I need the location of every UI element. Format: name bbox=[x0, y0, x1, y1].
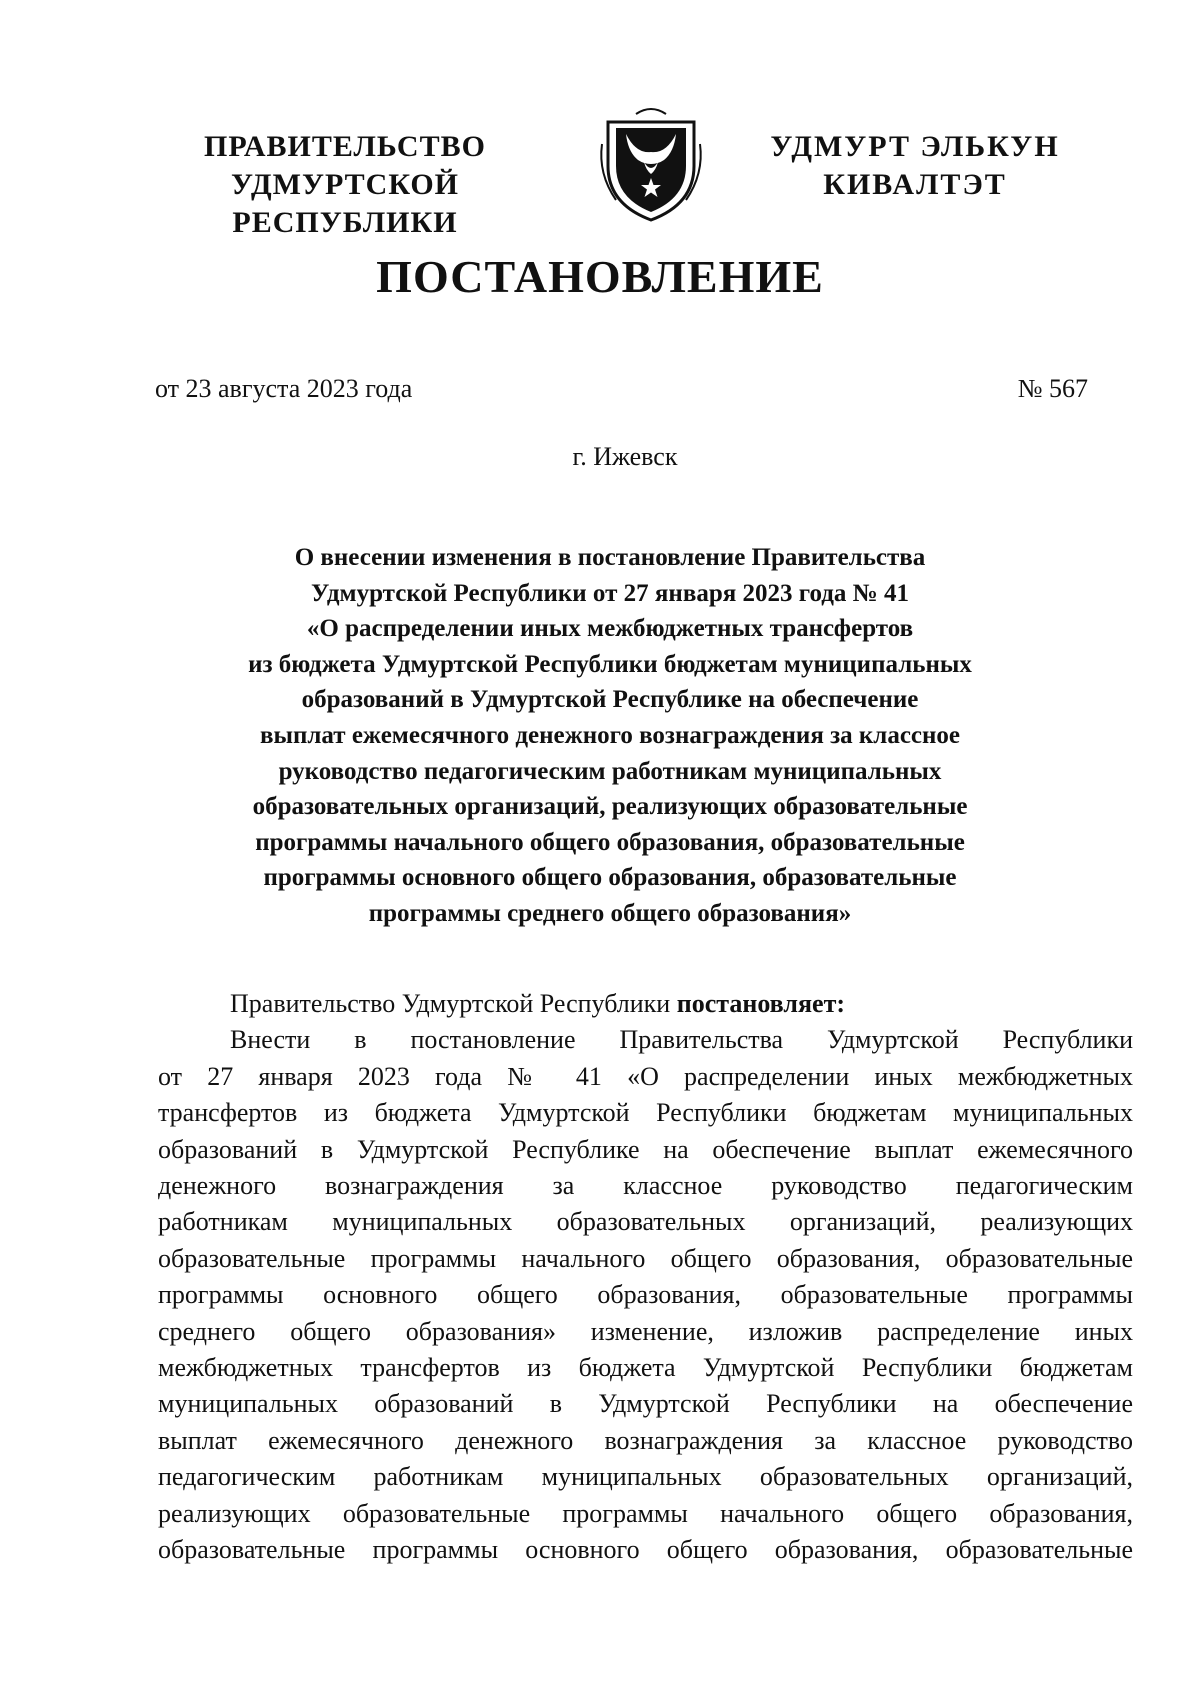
title-line: руководство педагогическим работникам муниципальных bbox=[278, 757, 942, 785]
issuer-udmurt-line-2: КИВАЛТЭТ bbox=[823, 168, 1007, 201]
intro-resolves: постановляет: bbox=[676, 989, 845, 1018]
document-type-heading: ПОСТАНОВЛЕНИЕ bbox=[376, 251, 824, 302]
issuer-name-russian bbox=[120, 128, 570, 242]
body-line: выплат ежемесячного денежного вознаграждения за классное руководство bbox=[158, 1425, 1133, 1455]
title-line: образований в Удмуртской Республике на обеспечение bbox=[301, 686, 919, 714]
body-line: среднего общего образования» изменение, изложив распределение иных bbox=[158, 1316, 1133, 1346]
body-line: образований в Удмуртской Республике на обеспечение выплат ежемесячного bbox=[158, 1134, 1133, 1164]
body-line: денежного вознаграждения за классное руководство педагогическим bbox=[158, 1171, 1133, 1201]
title-line: программы среднего общего образования» bbox=[368, 899, 852, 927]
document-title bbox=[180, 540, 1040, 932]
body-line: межбюджетных трансфертов из бюджета Удмуртской Республики бюджетам bbox=[158, 1353, 1133, 1383]
body-line: от 27 января 2023 года № 41 «О распределении иных межбюджетных bbox=[158, 1061, 1133, 1091]
body-line: образовательные программы начального общего образования, образовательные bbox=[158, 1243, 1133, 1273]
body-line: муниципальных образований в Удмуртской Республики на обеспечение bbox=[158, 1389, 1133, 1419]
resolution-intro bbox=[158, 986, 1133, 1022]
document-body bbox=[158, 986, 1133, 1569]
title-line: программы основного общего образования, образовательные bbox=[263, 864, 957, 892]
title-line: образовательных организаций, реализующих образовательные bbox=[252, 793, 968, 821]
issuer-udmurt-line-1: УДМУРТ ЭЛЬКУН bbox=[770, 130, 1060, 163]
body-line: работникам муниципальных образовательных организаций, реализующих bbox=[158, 1207, 1133, 1237]
title-line: «О распределении иных межбюджетных трансфертов bbox=[306, 615, 914, 643]
document-city: г. Ижевск bbox=[572, 442, 678, 471]
body-line: программы основного общего образования, образовательные программы bbox=[158, 1280, 1133, 1310]
body-line: Внести в постановление Правительства Удмуртской Республики bbox=[230, 1025, 1133, 1055]
title-line: из бюджета Удмуртской Республики бюджетам муниципальных bbox=[248, 650, 972, 678]
body-line: педагогическим работникам муниципальных образовательных организаций, bbox=[158, 1462, 1133, 1492]
udmurt-coat-of-arms-icon bbox=[596, 104, 706, 224]
title-line: Удмуртской Республики от 27 января 2023 года № 41 bbox=[310, 579, 910, 607]
title-line: программы начального общего образования, образовательные bbox=[255, 828, 965, 856]
issuer-line-1: ПРАВИТЕЛЬСТВО bbox=[204, 130, 486, 163]
document-number: № 567 bbox=[1017, 374, 1088, 403]
body-line: образовательные программы основного общего образования, образовательные bbox=[158, 1535, 1133, 1565]
title-line: выплат ежемесячного денежного вознаграждения за классное bbox=[259, 721, 961, 749]
intro-text: Правительство Удмуртской Республики bbox=[230, 989, 677, 1018]
title-line: О внесении изменения в постановление Правительства bbox=[294, 544, 926, 571]
document-date: от 23 августа 2023 года bbox=[155, 374, 413, 403]
issuer-line-2: УДМУРТСКОЙ РЕСПУБЛИКИ bbox=[231, 168, 459, 239]
body-line: реализующих образовательные программы начального общего образования, bbox=[158, 1498, 1133, 1528]
issuer-name-udmurt bbox=[760, 128, 1070, 204]
body-line: трансфертов из бюджета Удмуртской Республики бюджетам муниципальных bbox=[158, 1098, 1133, 1128]
